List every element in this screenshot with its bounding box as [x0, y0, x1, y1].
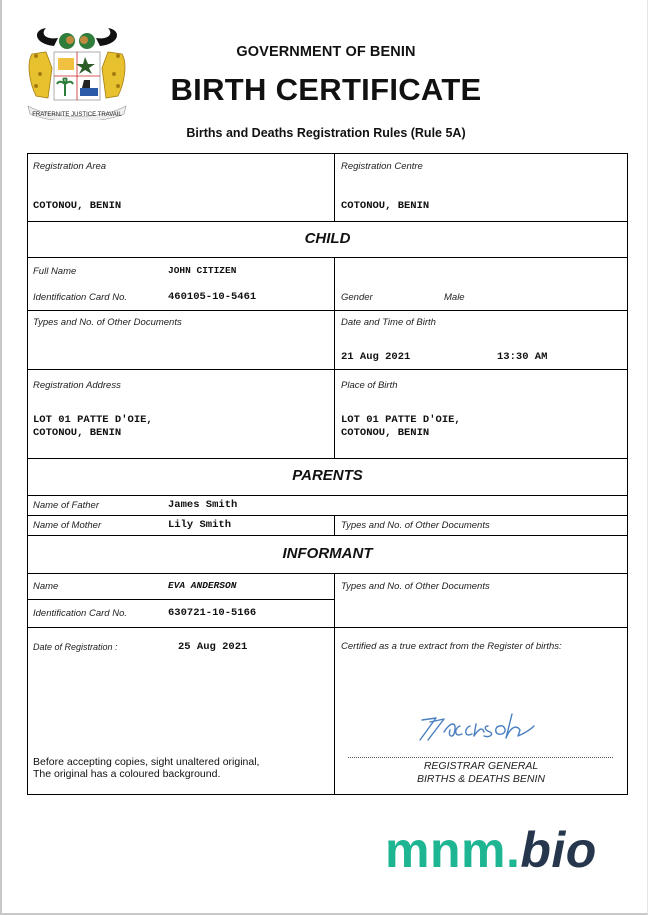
mother-value: Lily Smith — [168, 519, 232, 531]
registration-centre-label: Registration Centre — [341, 161, 423, 172]
divider — [27, 310, 628, 311]
copy-notice-line1: Before accepting copies, sight unaltered original, — [33, 756, 260, 768]
child-address-label: Registration Address — [33, 380, 121, 391]
svg-text:FRATERNITE JUSTICE TRAVAIL: FRATERNITE JUSTICE TRAVAIL — [32, 112, 122, 118]
divider — [27, 515, 628, 516]
section-informant-heading: INFORMANT — [282, 545, 373, 562]
child-pob-line1: LOT 01 PATTE D'OIE, — [341, 414, 461, 426]
child-dob-time: 13:30 AM — [497, 351, 548, 363]
informant-id-label: Identification Card No. — [33, 608, 127, 619]
mother-label: Name of Mother — [33, 520, 102, 531]
child-dob-date: 21 Aug 2021 — [341, 351, 411, 363]
child-gender-label: Gender — [341, 292, 373, 303]
certified-label: Certified as a true extract from the Register of births: — [341, 641, 562, 652]
child-full-name-label: Full Name — [33, 266, 77, 277]
child-pob-label: Place of Birth — [341, 380, 398, 391]
brand-watermark — [385, 822, 597, 878]
father-value: James Smith — [168, 499, 238, 511]
government-heading: GOVERNMENT OF BENIN — [236, 44, 416, 60]
divider — [27, 535, 628, 536]
child-other-docs-label: Types and No. of Other Documents — [33, 317, 182, 328]
divider — [334, 573, 335, 795]
registration-area-value: COTONOU, BENIN — [33, 200, 122, 212]
informant-name-label: Name — [33, 581, 59, 592]
informant-name-value: EVA ANDERSON — [168, 580, 237, 591]
section-parents-heading: PARENTS — [292, 467, 363, 484]
father-label: Name of Father — [33, 500, 99, 511]
copy-notice-line2: The original has a coloured background. — [33, 768, 221, 780]
child-address-line1: LOT 01 PATTE D'OIE, — [33, 414, 153, 426]
divider — [27, 257, 628, 258]
brand-part-mnm: mnm. — [385, 822, 521, 878]
registrar-title-line1: REGISTRAR GENERAL — [423, 760, 539, 772]
child-gender-value: Male — [444, 292, 465, 303]
child-dob-label: Date and Time of Birth — [341, 317, 436, 328]
registration-centre-value: COTONOU, BENIN — [341, 200, 430, 212]
page-title: BIRTH CERTIFICATE — [170, 72, 482, 107]
divider — [27, 458, 628, 459]
divider — [334, 515, 335, 535]
divider — [334, 257, 335, 458]
divider — [27, 369, 628, 370]
brand-part-bio: bio — [520, 822, 597, 878]
child-pob-line2: COTONOU, BENIN — [341, 427, 430, 439]
registration-area-label: Registration Area — [33, 161, 107, 172]
divider — [334, 153, 335, 221]
divider — [27, 627, 628, 628]
divider — [27, 221, 628, 222]
parents-other-docs-label: Types and No. of Other Documents — [341, 520, 490, 531]
informant-other-docs-label: Types and No. of Other Documents — [341, 581, 490, 592]
child-id-value: 460105-10-5461 — [168, 291, 257, 303]
child-id-label: Identification Card No. — [33, 292, 127, 303]
rules-subtitle: Births and Deaths Registration Rules (Rule 5A) — [186, 126, 466, 140]
informant-id-value: 630721-10-5166 — [168, 607, 257, 619]
divider — [27, 599, 334, 600]
registrar-signature-icon — [414, 708, 544, 744]
signature-line — [348, 757, 613, 758]
section-child-heading: CHILD — [304, 230, 351, 247]
child-address-line2: COTONOU, BENIN — [33, 427, 122, 439]
registrar-title-line2: BIRTHS & DEATHS BENIN — [417, 773, 545, 785]
registration-date-value: 25 Aug 2021 — [178, 641, 248, 653]
divider — [27, 573, 628, 574]
registration-date-label: Date of Registration : — [33, 642, 118, 652]
child-full-name-value: JOHN CITIZEN — [168, 265, 237, 276]
divider — [27, 495, 628, 496]
